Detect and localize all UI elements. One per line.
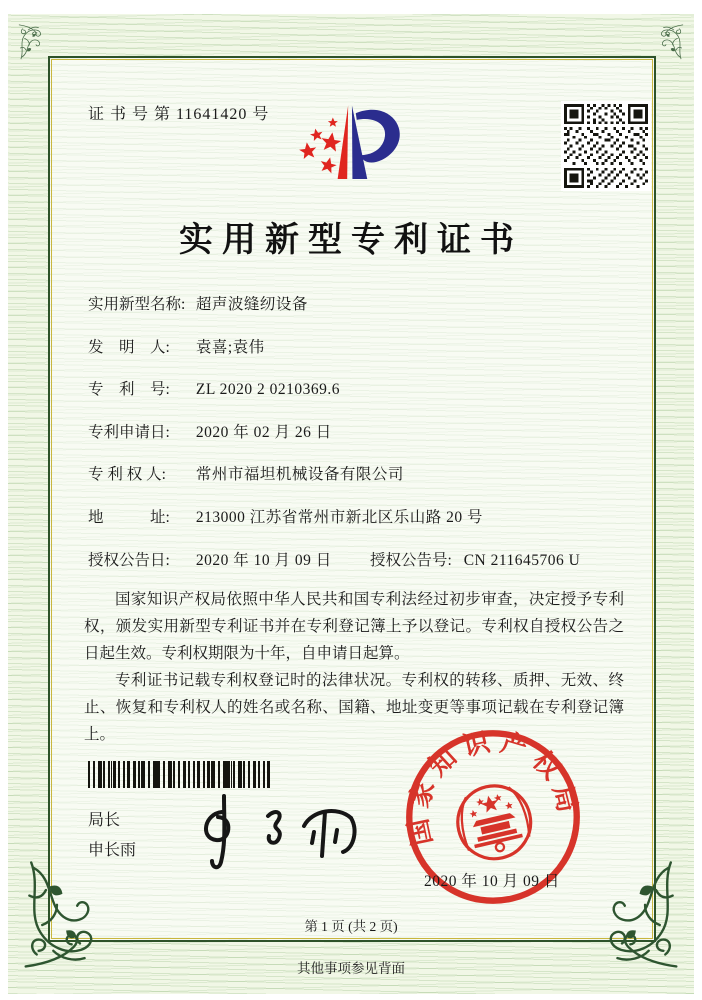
qr-code — [561, 101, 651, 191]
field-label: 授权公告日: — [88, 551, 170, 569]
national-emblem-icon — [451, 779, 538, 866]
field-value: 袁喜;袁伟 — [195, 338, 265, 356]
field-label: 专 利 权 人: — [88, 466, 166, 484]
certificate-number: 证 书 号 第 11641420 号 — [88, 106, 270, 123]
corner-flourish-icon — [654, 24, 684, 60]
field-address — [88, 505, 622, 548]
field-grant-number — [370, 548, 580, 570]
field-patentee — [88, 462, 622, 505]
director-name: 申长雨 — [88, 842, 137, 859]
corner-flourish-icon — [22, 858, 114, 970]
field-utility-model-name — [88, 292, 622, 335]
field-value: 2020 年 02 月 26 日 — [195, 423, 332, 441]
field-label: 专 利 号: — [88, 381, 170, 399]
field-value: 超声波缝纫设备 — [195, 296, 308, 313]
field-value: CN 211645706 U — [463, 551, 581, 569]
handwritten-signature-icon — [188, 790, 373, 875]
certificate-fields — [88, 292, 622, 590]
field-label: 发 明 人: — [88, 338, 170, 356]
field-grant-date — [88, 548, 622, 591]
field-value: 常州市福坦机械设备有限公司 — [195, 466, 404, 484]
corner-flourish-icon — [588, 858, 680, 970]
corner-flourish-icon — [18, 24, 48, 60]
cnipa-logo-icon — [276, 96, 426, 201]
field-value: 2020 年 10 月 09 日 — [195, 551, 332, 569]
legal-statement: 专利证书记载专利权登记时的法律状况。专利权的转移、质押、无效、终止、恢复和专利权人的姓名或名称、国籍、地址变更等事项记载在专利登记簿上。 — [84, 672, 624, 743]
field-value: ZL 2020 2 0210369.6 — [195, 381, 340, 399]
field-label: 地 址: — [88, 508, 170, 526]
barcode — [88, 761, 271, 788]
director-title: 局长 — [88, 812, 121, 829]
field-label: 专利申请日: — [88, 423, 170, 441]
field-value: 213000 江苏省常州市新北区乐山路 20 号 — [195, 508, 484, 526]
certificate-title: 实用新型专利证书 — [179, 222, 523, 259]
field-patent-number — [88, 377, 622, 420]
seal-ring-text: 国家知识产权局 — [402, 726, 583, 849]
page-indicator: 第 1 页 (共 2 页) — [304, 919, 398, 934]
field-label: 授权公告号: — [370, 551, 452, 569]
back-note: 其他事项参见背面 — [297, 961, 405, 976]
field-label: 实用新型名称: — [88, 296, 186, 313]
field-filing-date — [88, 420, 622, 463]
seal-date: 2020 年 10 月 09 日 — [424, 873, 560, 890]
director-block — [88, 806, 136, 866]
grant-statement: 国家知识产权局依照中华人民共和国专利法经过初步审查，决定授予专利权，颁发实用新型专利证书并在专利登记簿上予以登记。专利权自授权公告之日起生效。专利权期限为十年，自申请日起算。 — [84, 591, 624, 662]
field-inventor — [88, 335, 622, 378]
